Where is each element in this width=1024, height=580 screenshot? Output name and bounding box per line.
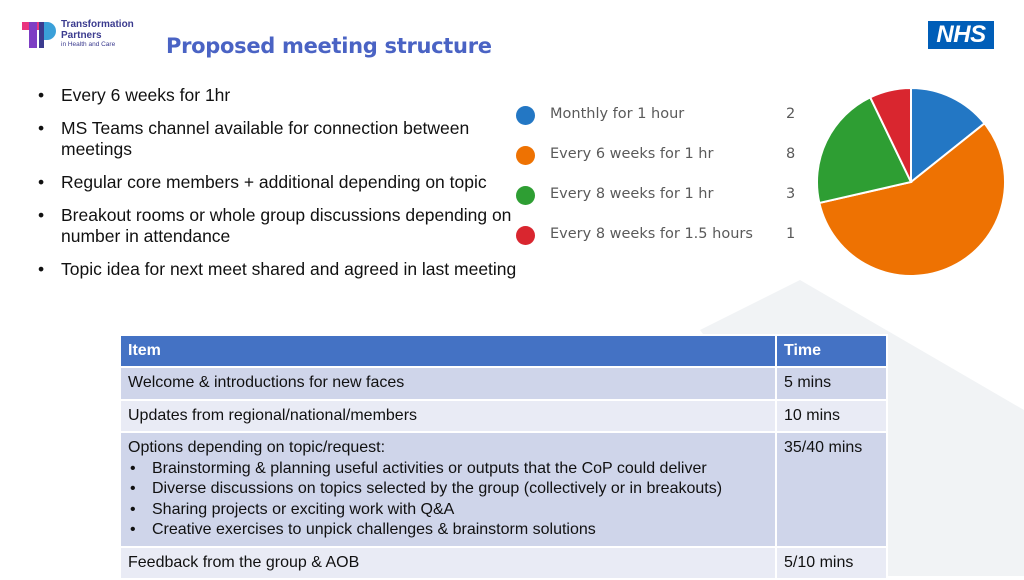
bullet-item: • Regular core members + additional depending on topic xyxy=(38,172,518,193)
table-row xyxy=(120,400,887,433)
legend-swatch xyxy=(516,106,535,125)
bullet-item: • Breakout rooms or whole group discussions depending on number in attendance xyxy=(38,205,518,247)
page-title: Proposed meeting structure xyxy=(166,34,492,58)
table-header-row xyxy=(120,335,887,367)
legend-swatch xyxy=(516,186,535,205)
column-header-item: Item xyxy=(120,335,776,367)
legend-count: 1 xyxy=(786,226,796,242)
cell-item-heading: Options depending on topic/request: xyxy=(128,439,386,456)
sub-list-item: • Brainstorming & planning useful activities or outputs that the CoP could deliver xyxy=(128,459,768,480)
legend-label: Monthly for 1 hour xyxy=(550,106,685,122)
cell-item: Feedback from the group & AOB xyxy=(120,547,776,580)
legend-label: Every 6 weeks for 1 hr xyxy=(550,146,714,162)
nhs-logo: NHS xyxy=(928,21,994,49)
transformation-partners-logo xyxy=(22,20,62,52)
cell-item: Welcome & introductions for new faces xyxy=(120,367,776,400)
table-row xyxy=(120,432,887,547)
legend-count: 8 xyxy=(786,146,796,162)
sub-list-item: • Creative exercises to unpick challenges & brainstorm solutions xyxy=(128,520,768,541)
column-header-time: Time xyxy=(776,335,887,367)
legend-swatch xyxy=(516,226,535,245)
legend-label: Every 8 weeks for 1 hr xyxy=(550,186,714,202)
bullet-list xyxy=(38,85,518,292)
cell-item xyxy=(120,432,776,547)
legend-label: Every 8 weeks for 1.5 hours xyxy=(550,226,753,242)
logo-line-2: Partners xyxy=(61,30,102,41)
bullet-item: • Every 6 weeks for 1hr xyxy=(38,85,518,106)
bullet-item: • Topic idea for next meet shared and agreed in last meeting xyxy=(38,259,518,280)
cell-time: 35/40 mins xyxy=(776,432,887,547)
table-row xyxy=(120,547,887,580)
pie-chart xyxy=(815,86,1007,278)
logo-text xyxy=(61,20,134,49)
legend-item xyxy=(516,184,806,206)
sub-list-item: • Sharing projects or exciting work with Q&A xyxy=(128,500,768,521)
bullet-item: • MS Teams channel available for connection between meetings xyxy=(38,118,518,160)
sub-list xyxy=(128,459,768,541)
legend-item xyxy=(516,144,806,166)
cell-time: 5 mins xyxy=(776,367,887,400)
logo-line-1: Transformation xyxy=(61,19,134,30)
cell-item: Updates from regional/national/members xyxy=(120,400,776,433)
legend-count: 2 xyxy=(786,106,796,122)
legend-swatch xyxy=(516,146,535,165)
sub-list-item: • Diverse discussions on topics selected by the group (collectively or in breakouts) xyxy=(128,479,768,500)
legend-item xyxy=(516,224,806,246)
table-row xyxy=(120,367,887,400)
cell-time: 5/10 mins xyxy=(776,547,887,580)
legend-count: 3 xyxy=(786,186,796,202)
cell-time: 10 mins xyxy=(776,400,887,433)
agenda-table xyxy=(119,334,888,580)
logo-line-3: in Health and Care xyxy=(61,41,116,48)
legend-item xyxy=(516,104,806,126)
